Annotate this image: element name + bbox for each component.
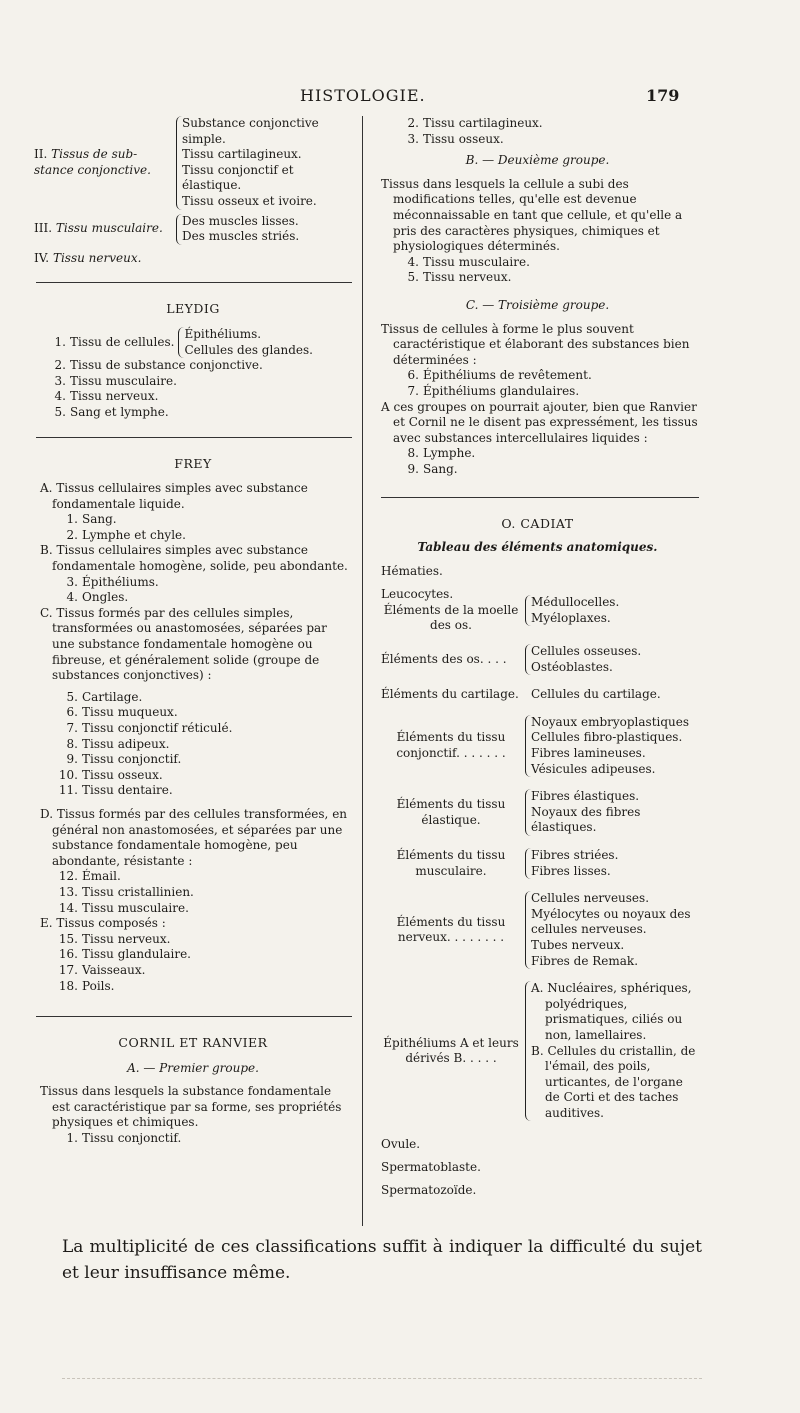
bottom-bleedthrough-rule [62,1378,702,1379]
list-item: Tissu osseux et ivoire. [182,193,317,208]
list-item: Tissu conjonctif et élastique. [182,162,294,193]
list-item: Ovule. [381,1137,421,1152]
list-item: Substance conjonctive simple. [182,116,319,146]
list-item: 3. Épithéliums. [66,574,159,589]
section-title-cadiat: O. CADIAT [501,516,574,532]
frey-group-c-list [34,690,352,799]
left-column [34,116,352,1147]
group-iii-label [34,221,172,237]
class-group-ii [34,116,352,210]
row-items: Cellules nerveuses. Myélocytes ou noyaux des cellules nerveuses. Tubes nerveux. Fibres de Remak. [525,891,697,969]
list-item: 6. Tissu muqueux. [66,705,178,720]
section-rule [381,497,699,498]
group-ii-text: Tissus de sub-stance conjonctive. [34,147,151,177]
list-item: 5. Tissu nerveux. [407,270,512,285]
list-item: 2. Tissu de substance conjonctive. [54,358,263,373]
tail-list [381,1133,700,1202]
frey-group-d-list [34,869,352,916]
list-item: Épithéliums. [184,326,262,341]
group-iii-text: Tissu musculaire. [55,221,163,236]
cornil-group-a-title: A. — Premier groupe. [127,1060,259,1075]
leydig-list [34,358,352,420]
cornil-continued-list [375,116,700,147]
list-item: 4. Tissu musculaire. [407,254,530,269]
cornil-group-b-title: B. — Deuxième groupe. [465,153,610,168]
row-items: Médullocelles. Myéloplaxes. [525,595,619,626]
row-items: A. Nucléaires, sphériques, polyédriques, prismatiques, ciliés ou non, lamellaires. B. Cellules du cristallin, de l'émail, des poils, urticantes, de l'organe de Corti et des taches auditives. [525,981,697,1121]
row-items: Cellules osseuses. Ostéoblastes. [525,644,641,675]
row-elastique [381,789,700,836]
list-item: 3. Tissu osseux. [407,131,504,146]
list-item: 1. Sang. [66,512,117,527]
row-label: Leucocytes. Éléments de la moelle des os. [381,587,519,633]
leydig-item-1 [34,327,352,358]
row-label: Éléments du tissu conjonctif. . . . . . . [396,730,506,760]
list-item: 14. Tissu musculaire. [58,900,189,915]
section-title-leydig: LEYDIG [166,301,220,317]
cornil-group-a-list [34,1131,352,1147]
cornil-group-c-text: Tissus de cellules à forme le plus souvent caractéristique et élaborant des substances bien déterminées : [381,321,690,367]
class-group-iii [34,214,352,245]
cornil-group-c-extra [375,446,700,477]
list-item: 12. Émail. [58,869,121,884]
list-item: Des muscles lisses. [182,213,299,228]
leydig-item-1-sub [178,327,313,358]
class-group-iv [34,251,352,267]
list-item: 3. Tissu musculaire. [54,373,177,388]
list-item: 9. Sang. [407,461,458,476]
group-ii-num: II. [34,147,48,162]
list-item: Cellules des glandes. [184,342,313,357]
row-label: Éléments du tissu nerveux. . . . . . . . [396,914,506,945]
frey-group-a: A. Tissus cellulaires simples avec substance fondamentale liquide. [40,481,308,511]
list-item: 13. Tissu cristallinien. [58,884,194,899]
cornil-group-c-list [375,368,700,399]
group-iv-num: IV. [34,250,50,265]
frey-group-b: B. Tissus cellulaires simples avec substance fondamentale homogène, solide, peu abondante. [40,543,348,574]
list-item: 18. Poils. [58,978,115,993]
group-ii-items [176,116,342,210]
row-hematies: Hématies. [381,563,443,578]
page-number: 179 [646,86,680,105]
list-item: 16. Tissu glandulaire. [58,947,191,962]
section-rule [36,437,352,438]
item-text: Tissu de cellules. [70,334,175,349]
frey-group-d: D. Tissus formés par des cellules transformées, en général non anastomosées, et séparées par une substance fondamentale homogène, peu abondante, résistante : [40,806,348,868]
row-conjonctif [381,715,700,777]
section-rule [36,282,352,283]
list-item: 2. Lymphe et chyle. [66,527,186,542]
list-item: 7. Épithéliums glandulaires. [407,383,580,398]
right-column [375,116,700,1202]
cornil-group-c-title: C. — Troisième groupe. [465,297,610,312]
row-label: Éléments du tissu musculaire. [396,847,506,878]
list-item: 5. Cartilage. [66,689,143,704]
row-items: Fibres élastiques. Noyaux des fibres élastiques. [525,789,693,836]
section-title-frey: FREY [174,455,212,471]
row-label: Éléments du cartilage. [381,687,519,702]
frey-group-e-list [34,932,352,994]
list-item: 5. Sang et lymphe. [54,404,169,419]
list-item: 7. Tissu conjonctif réticulé. [66,721,233,735]
group-iii-num: III. [34,221,53,236]
list-item: 15. Tissu nerveux. [58,931,171,946]
leydig-item-1-label [44,335,174,351]
frey-group-b-list [34,575,352,606]
list-item: 4. Tissu nerveux. [54,389,159,404]
section-title-cornil-ranvier: CORNIL ET RANVIER [118,1035,268,1051]
frey-group-a-list [34,512,352,543]
list-item: 10. Tissu osseux. [58,767,163,782]
list-item: Des muscles striés. [182,229,300,244]
running-head: HISTOLOGIE. [300,86,426,105]
list-item: 8. Tissu adipeux. [66,736,170,751]
closing-line-1: La multiplicité de ces classifications suffit à indiquer la difficulté du sujet [62,1237,702,1257]
list-item: 17. Vaisseaux. [58,962,146,977]
list-item: Spermatozoïde. [381,1183,477,1198]
row-epitheliums [381,981,700,1121]
list-item: Tissu cartilagineux. [182,147,302,162]
cornil-group-b-list [375,255,700,286]
cornil-group-c-note: A ces groupes on pourrait ajouter, bien que Ranvier et Cornil ne le disent pas expressément, les tissus avec substances intercellulaires liquides : [381,399,698,445]
row-label: Éléments du tissu élastique. [396,796,506,827]
frey-group-c: C. Tissus formés par des cellules simples, transformées ou anastomosées, séparées par une substance fondamentale homogène ou fibreuse, et généralement solide (groupe de substances conjonctives) : [40,605,327,683]
cadiat-table [375,564,700,1203]
list-item: 6. Épithéliums de revêtement. [407,368,592,383]
frey-group-e: E. Tissus composés : [40,916,166,931]
row-items: Noyaux embryoplastiques Cellules fibro-plastiques. Fibres lamineuses. Vésicules adipeuses. [525,715,689,777]
cornil-group-b-text: Tissus dans lesquels la cellule a subi des modifications telles, qu'elle est devenue méconnaissable en tant que cellule, et qu'elle a pris des caractères physiques, chimiques et physiologiques déterminés. [381,176,683,254]
row-musculaire [381,848,700,879]
list-item: 2. Tissu cartilagineux. [407,116,543,130]
list-item: 4. Ongles. [66,590,129,605]
list-item: 9. Tissu conjonctif. [66,752,182,767]
list-item: 8. Lymphe. [407,446,476,461]
column-divider [362,116,363,1226]
item-number: 1. [54,334,66,349]
row-label: Épithéliums A et leurs dérivés B. . . . . [383,1035,519,1066]
closing-paragraph [62,1234,702,1286]
cornil-group-a-text: Tissus dans lesquels la substance fondamentale est caractéristique par sa forme, ses propriétés physiques et chimiques. [40,1084,342,1130]
list-item: 11. Tissu dentaire. [58,783,173,798]
section-rule [36,1016,352,1017]
row-nerveux [381,891,700,969]
row-items: Fibres striées. Fibres lisses. [525,848,618,879]
row-os [381,644,700,675]
row-moelle [381,587,700,634]
group-iv-text: Tissu nerveux. [52,250,142,265]
row-items: Cellules du cartilage. [531,687,661,702]
list-item: Spermatoblaste. [381,1160,481,1175]
list-item: 1. Tissu conjonctif. [66,1131,182,1146]
row-cartilage [381,687,700,703]
group-iii-items [176,214,299,245]
group-ii-label [34,147,172,178]
row-label: Éléments des os. . . . [381,651,507,666]
closing-line-2: et leur insuffisance même. [62,1263,291,1283]
cadiat-table-title: Tableau des éléments anatomiques. [417,540,658,555]
